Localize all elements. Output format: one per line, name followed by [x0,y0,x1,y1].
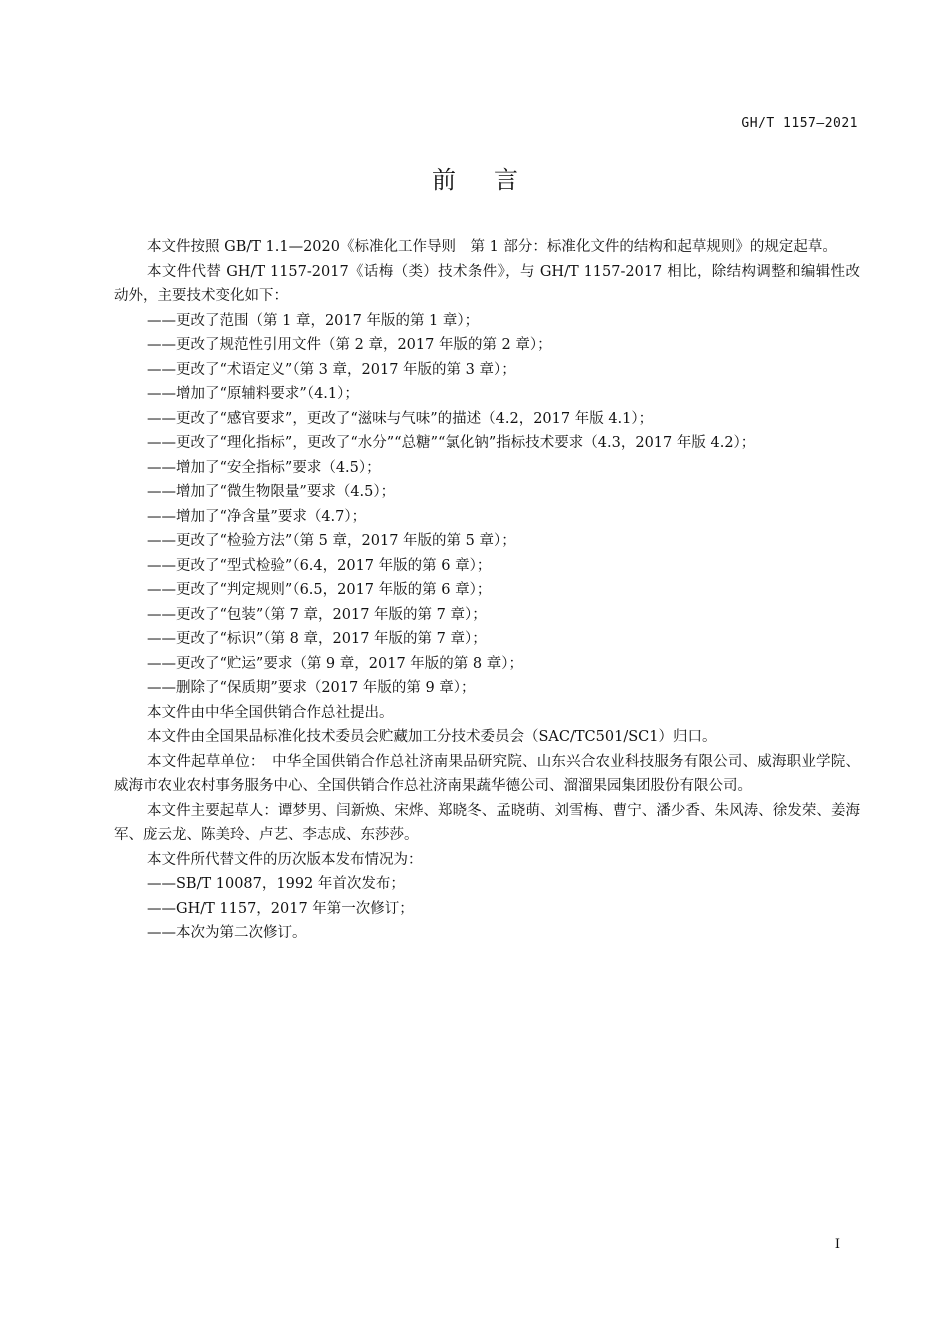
list-item: ——更改了规范性引用文件（第 2 章，2017 年版的第 2 章）； [147,337,552,353]
list-item: ——删除了“保质期”要求（2017 年版的第 9 章）； [147,680,476,696]
list-item: ——更改了“判定规则”（6.5，2017 年版的第 6 章）； [147,582,492,598]
paragraph-history-intro: 本文件所代替文件的历次版本发布情况为： [147,851,423,868]
list-item: ——更改了“贮运”要求（第 9 章，2017 年版的第 8 章）； [147,655,523,672]
list-item: ——增加了“安全指标”要求（4.5）； [147,459,381,476]
document-body [114,235,860,946]
list-item: ——SB/T 10087，1992 年首次发布； [147,876,405,892]
paragraph-drafters: 本文件主要起草人：谭梦男、闫新焕、宋烨、郑晓冬、孟晓萌、刘雪梅、曹宁、潘少香、朱风涛、徐发荣、姜海军、庞云龙、陈美玲、卢艺、李志成、东莎莎。 [114,802,860,843]
paragraph-replacement: 本文件代替 GH/T 1157-2017《话梅（类）技术条件》，与 GH/T 1157-2017 相比，除结构调整和编辑性改动外，主要技术变化如下： [114,263,860,304]
history-list [114,872,860,946]
page-title: 前言 [432,166,556,194]
list-item: ——增加了“微生物限量”要求（4.5）； [147,484,396,500]
list-item: ——更改了范围（第 1 章，2017 年版的第 1 章）； [147,312,480,329]
list-item: ——更改了“包装”（第 7 章，2017 年版的第 7 章）； [147,606,487,623]
list-item: ——GH/T 1157，2017 年第一次修订； [147,900,414,917]
list-item: ——更改了“检验方法”（第 5 章，2017 年版的第 5 章）； [147,533,516,549]
list-item: ——更改了“术语定义”（第 3 章，2017 年版的第 3 章）； [147,361,516,378]
list-item: ——更改了“感官要求”，更改了“滋味与气味”的描述（4.2，2017 年版 4.1）； [147,410,654,427]
list-item: ——更改了“理化指标”，更改了“水分”“总糖”“氯化钠”指标技术要求（4.3，2017 年版 4.2）； [147,435,756,451]
list-item: ——增加了“原辅料要求”（4.1）； [147,386,359,402]
paragraph-proposer: 本文件由中华全国供销合作总社提出。 [147,704,394,721]
paragraph-committee: 本文件由全国果品标准化技术委员会贮藏加工分技术委员会（SAC/TC501/SC1）归口。 [147,729,717,745]
list-item: ——更改了“型式检验”（6.4，2017 年版的第 6 章）； [147,557,492,574]
page-number: I [834,1237,840,1252]
paragraph-drafting-units: 本文件起草单位： 中华全国供销合作总社济南果品研究院、山东兴合农业科技服务有限公司、威海职业学院、威海市农业农村事务服务中心、全国供销合作总社济南果蔬华德公司、溜溜果园集团股份有限公司。 [114,753,860,794]
paragraph-drafting-rules: 本文件按照 GB/T 1.1—2020《标准化工作导则 第 1 部分：标准化文件的结构和起草规则》的规定起草。 [147,239,837,255]
standard-code: GH/T 1157—2021 [741,116,858,131]
list-item: ——增加了“净含量”要求（4.7）； [147,508,367,525]
list-item: ——本次为第二次修订。 [147,925,307,941]
list-item: ——更改了“标识”（第 8 章，2017 年版的第 7 章）； [147,631,487,647]
change-list [114,309,860,701]
